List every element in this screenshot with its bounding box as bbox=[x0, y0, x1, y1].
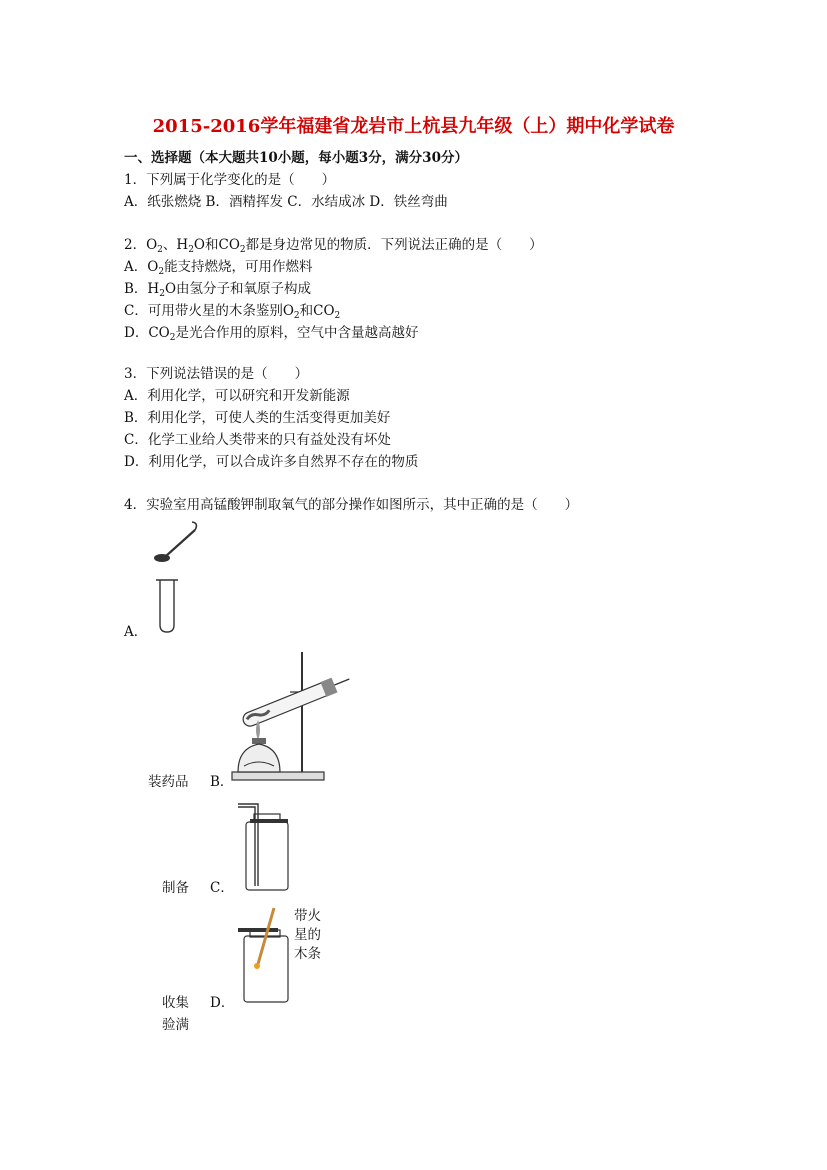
q2-option-c: C．可用带火星的木条鉴别$O_2$和$CO_2$ bbox=[124, 303, 341, 321]
figure-a-spoon-test-tube bbox=[140, 520, 200, 635]
q2-option-d: D．$CO_2$是光合作用的原料，空气中含量越高越好 bbox=[124, 325, 419, 343]
q3-option-b: B．利用化学，可使人类的生活变得更加美好 bbox=[124, 410, 391, 426]
figure-c-gas-bottle bbox=[232, 800, 302, 895]
q2-stem: 2．$O_2$、$H_2O$和$CO_2$都是身边常见的物质．下列说法正确的是（ ） bbox=[124, 237, 543, 255]
splint-label-line-1: 带火 bbox=[294, 908, 321, 924]
splint-label-line-3: 木条 bbox=[294, 946, 321, 962]
q4-option-d-caption-1: 收集 bbox=[162, 995, 189, 1011]
q2-option-b: B．$H_2O$由氢分子和氧原子构成 bbox=[124, 281, 312, 299]
figure-d-splint-test bbox=[232, 906, 292, 1006]
section-heading: 一、选择题（本大题共10小题，每小题3分，满分30分） bbox=[124, 150, 468, 166]
q3-option-c: C．化学工业给人类带来的只有益处没有坏处 bbox=[124, 432, 391, 448]
q4-option-d-label: D． bbox=[210, 995, 235, 1011]
q4-option-c-caption: 制备 bbox=[162, 880, 189, 896]
q3-stem: 3．下列说法错误的是（ ） bbox=[124, 366, 309, 382]
q4-option-a-label: A． bbox=[124, 624, 148, 640]
q1-options: A．纸张燃烧 B．酒精挥发 C．水结成冰 D．铁丝弯曲 bbox=[124, 194, 448, 210]
q1-stem: 1．下列属于化学变化的是（ ） bbox=[124, 172, 336, 188]
q4-option-d-caption-2: 验满 bbox=[162, 1017, 189, 1033]
q4-option-b-caption: 装药品 bbox=[148, 774, 189, 790]
figure-b-heating-apparatus bbox=[230, 648, 360, 783]
q4-stem: 4．实验室用高锰酸钾制取氧气的部分操作如图所示，其中正确的是（ ） bbox=[124, 497, 579, 513]
q3-option-a: A．利用化学，可以研究和开发新能源 bbox=[124, 388, 350, 404]
page-title: 2015-2016学年福建省龙岩市上杭县九年级（上）期中化学试卷 bbox=[152, 116, 675, 137]
q3-option-d: D．利用化学，可以合成许多自然界不存在的物质 bbox=[124, 454, 419, 470]
q2-option-a: A．$O_2$能支持燃烧，可用作燃料 bbox=[124, 259, 313, 277]
q4-option-b-label: B． bbox=[210, 774, 234, 790]
q4-option-c-label: C． bbox=[210, 880, 234, 896]
splint-label-line-2: 星的 bbox=[294, 927, 321, 943]
